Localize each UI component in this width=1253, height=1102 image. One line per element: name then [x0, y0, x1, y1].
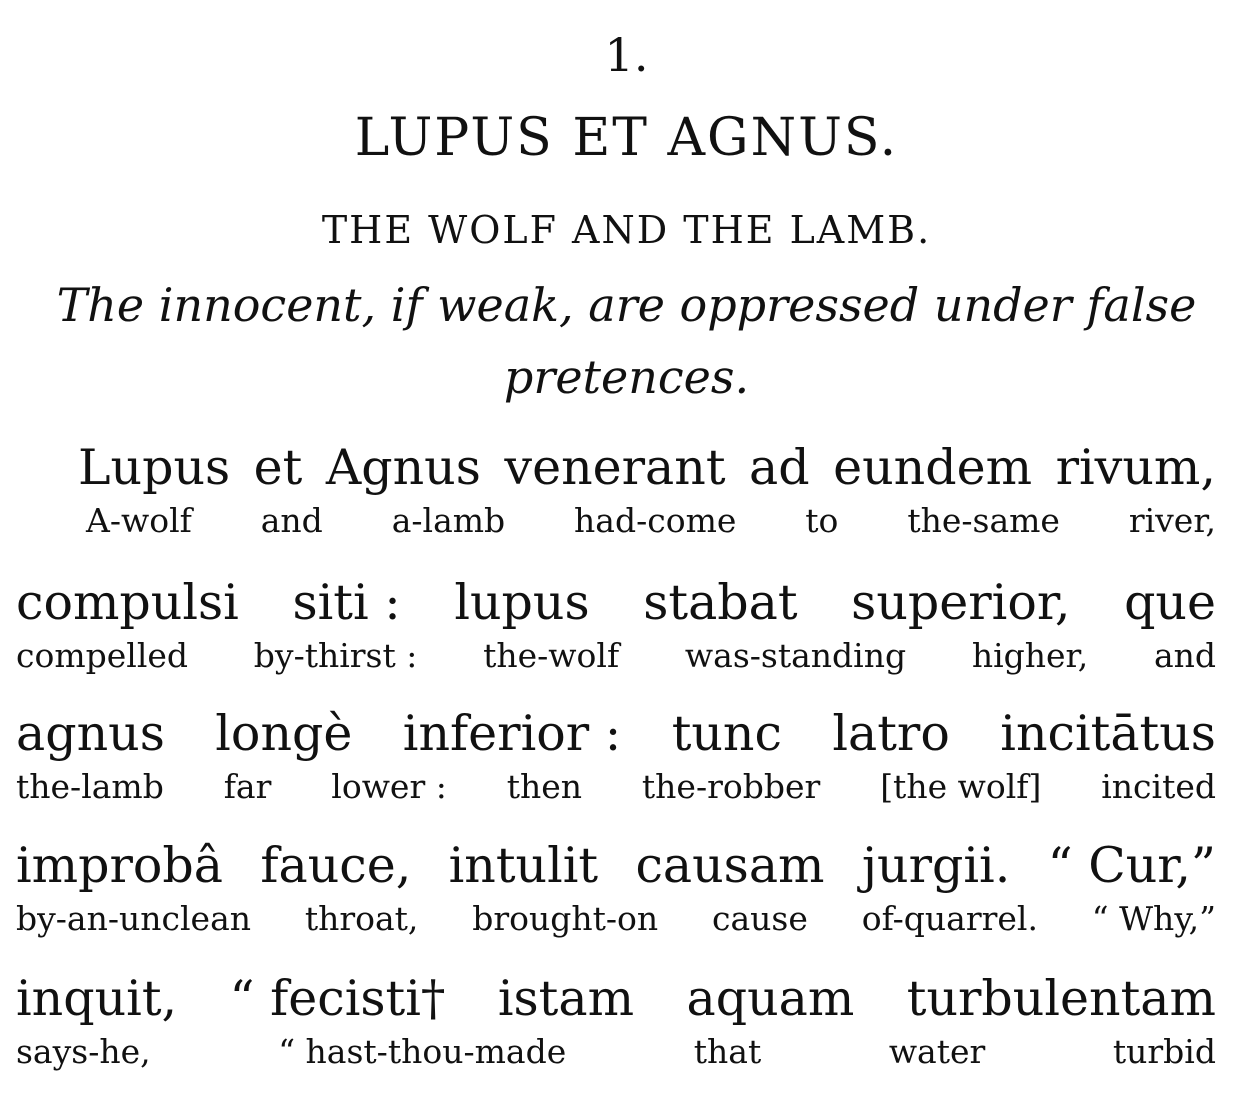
gloss-word: river,	[1128, 501, 1216, 540]
gloss-word: the-lamb	[16, 767, 164, 806]
latin-word: istam	[497, 970, 635, 1027]
latin-word: Agnus	[325, 439, 481, 496]
fable-number: 1.	[604, 28, 649, 82]
latin-title: LUPUS ET AGNUS.	[354, 108, 899, 168]
latin-word: “ Cur,”	[1047, 837, 1216, 894]
gloss-word: was-standing	[684, 636, 907, 675]
moral-line-2: pretences.	[503, 350, 750, 404]
interlinear-pair-3	[16, 703, 1216, 809]
latin-word: inquit,	[16, 970, 178, 1027]
latin-line	[16, 572, 1216, 634]
english-title: THE WOLF AND THE LAMB.	[321, 208, 932, 252]
latin-word: superior,	[851, 574, 1071, 631]
gloss-word: the-same	[907, 501, 1060, 540]
latin-word: stabat	[643, 574, 798, 631]
interlinear-pair-5	[16, 968, 1216, 1074]
gloss-word: lower :	[331, 767, 447, 806]
latin-word: turbulentam	[906, 970, 1216, 1027]
english-gloss-line	[16, 499, 1216, 543]
latin-word: incitātus	[1000, 705, 1216, 762]
latin-line	[16, 835, 1216, 897]
latin-word: que	[1124, 574, 1216, 631]
latin-word: tunc	[671, 705, 782, 762]
gloss-word: brought-on	[472, 899, 659, 938]
gloss-word: had-come	[574, 501, 737, 540]
gloss-word: by-thirst :	[253, 636, 418, 675]
latin-word: rivum,	[1055, 439, 1216, 496]
gloss-word: turbid	[1112, 1032, 1216, 1071]
latin-word: aquam	[686, 970, 855, 1027]
latin-line	[16, 703, 1216, 765]
latin-word: lupus	[454, 574, 590, 631]
english-gloss-line	[16, 897, 1216, 941]
latin-word: causam	[635, 837, 825, 894]
latin-word: “ fecisti†	[229, 970, 446, 1027]
latin-word: jurgii.	[861, 837, 1011, 894]
interlinear-pair-1	[16, 437, 1216, 543]
gloss-word: incited	[1101, 767, 1216, 806]
latin-word: ad	[749, 439, 810, 496]
latin-word: Lupus	[78, 439, 231, 496]
interlinear-pair-2	[16, 572, 1216, 678]
gloss-word: says-he,	[16, 1032, 151, 1071]
gloss-word: of-quarrel.	[861, 899, 1038, 938]
interlinear-pair-4	[16, 835, 1216, 941]
latin-word: inferior :	[402, 705, 622, 762]
latin-word: eundem	[833, 439, 1033, 496]
latin-word: siti :	[292, 574, 401, 631]
moral-line-1: The innocent, if weak, are oppressed under false	[56, 278, 1197, 332]
gloss-word: water	[888, 1032, 986, 1071]
latin-word: longè	[215, 705, 353, 762]
latin-word: improbâ	[16, 837, 224, 894]
gloss-word: [the wolf]	[880, 767, 1042, 806]
gloss-word: far	[223, 767, 272, 806]
gloss-word: throat,	[304, 899, 419, 938]
english-gloss-line	[16, 765, 1216, 809]
latin-word: fauce,	[260, 837, 412, 894]
gloss-word: by-an-unclean	[16, 899, 251, 938]
latin-line	[16, 437, 1216, 499]
latin-word: latro	[832, 705, 950, 762]
gloss-word: to	[805, 501, 839, 540]
latin-word: agnus	[16, 705, 165, 762]
gloss-word: “ hast-thou-made	[278, 1032, 567, 1071]
latin-word: venerant	[504, 439, 726, 496]
latin-word: et	[253, 439, 303, 496]
gloss-word: the-wolf	[483, 636, 620, 675]
gloss-word: and	[260, 501, 323, 540]
english-gloss-line	[16, 1030, 1216, 1074]
gloss-word: A-wolf	[86, 501, 192, 540]
gloss-word: and	[1153, 636, 1216, 675]
latin-word: compulsi	[16, 574, 239, 631]
gloss-word: then	[506, 767, 583, 806]
latin-line	[16, 968, 1216, 1030]
english-gloss-line	[16, 634, 1216, 678]
gloss-word: compelled	[16, 636, 189, 675]
gloss-word: “ Why,”	[1091, 899, 1216, 938]
gloss-word: higher,	[971, 636, 1089, 675]
latin-word: intulit	[448, 837, 599, 894]
gloss-word: a-lamb	[391, 501, 506, 540]
gloss-word: that	[693, 1032, 762, 1071]
gloss-word: the-robber	[641, 767, 821, 806]
gloss-word: cause	[712, 899, 808, 938]
